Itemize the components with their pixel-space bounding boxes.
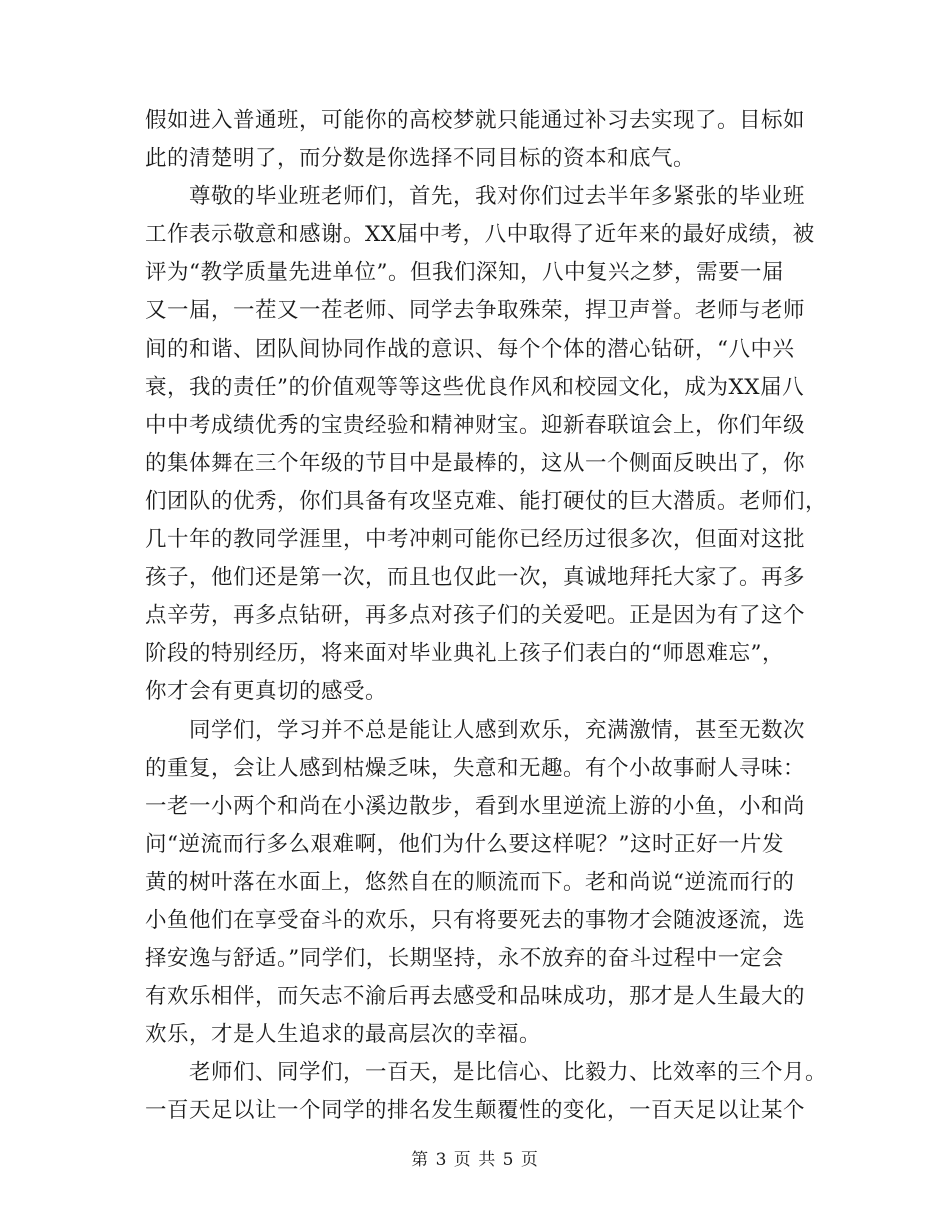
text-line: 同学们，学习并不总是能让人感到欢乐，充满激情，甚至无数次 — [189, 717, 806, 743]
text-line: 衰，我的责任”的价值观等等这些优良作风和校园文化，成为XX届八 — [145, 374, 805, 400]
text-line: 此的清楚明了，而分数是你选择不同目标的资本和底气。 — [145, 146, 696, 172]
text-line: 一老一小两个和尚在小溪边散步，看到水里逆流上游的小鱼，小和尚 — [145, 793, 806, 819]
text-line: 中中考成绩优秀的宝贵经验和精神财宝。迎新春联谊会上，你们年级 — [145, 412, 806, 438]
text-line: 工作表示敬意和感谢。XX届中考，八中取得了近年来的最好成绩，被 — [145, 222, 815, 248]
text-line: 评为“教学质量先进单位”。但我们深知，八中复兴之梦，需要一届 — [145, 260, 784, 286]
text-line: 小鱼他们在享受奋斗的欢乐，只有将要死去的事物才会随波逐流，选 — [145, 907, 806, 933]
text-line: 有欢乐相伴，而矢志不渝后再去感受和品味成功，那才是人生最大的 — [145, 984, 806, 1010]
text-line: 欢乐，才是人生追求的最高层次的幸福。 — [145, 1022, 542, 1048]
text-line: 你才会有更真切的感受。 — [145, 679, 388, 705]
text-line: 尊敬的毕业班老师们，首先，我对你们过去半年多紧张的毕业班 — [189, 184, 806, 210]
text-line: 几十年的教同学涯里，中考冲刺可能你已经历过很多次，但面对这批 — [145, 527, 806, 553]
text-line: 的重复，会让人感到枯燥乏味，失意和无趣。有个小故事耐人寻味： — [145, 755, 806, 781]
text-line: 的集体舞在三个年级的节目中是最棒的，这从一个侧面反映出了，你 — [145, 450, 806, 476]
text-line: 假如进入普通班，可能你的高校梦就只能通过补习去实现了。目标如 — [145, 108, 806, 133]
text-line: 老师们、同学们，一百天，是比信心、比毅力、比效率的三个月。 — [189, 1060, 828, 1086]
text-line: 一百天足以让一个同学的排名发生颠覆性的变化，一百天足以让某个 — [145, 1098, 806, 1124]
text-line: 点辛劳，再多点钻研，再多点对孩子们的关爱吧。正是因为有了这个 — [145, 603, 806, 629]
page-footer: 第 3 页 共 5 页 — [411, 1150, 539, 1170]
text-line: 阶段的特别经历，将来面对毕业典礼上孩子们表白的“师恩难忘”， — [145, 641, 784, 667]
text-line: 间的和谐、团队间协同作战的意识、每个个体的潜心钻研，“八中兴 — [145, 336, 795, 362]
text-line: 问“逆流而行多么艰难啊，他们为什么要这样呢？”这时正好一片发 — [145, 831, 784, 857]
text-line: 黄的树叶落在水面上，悠然自在的顺流而下。老和尚说“逆流而行的 — [145, 869, 795, 895]
document-body — [145, 102, 828, 1131]
text-line: 们团队的优秀，你们具备有攻坚克难、能打硬仗的巨大潜质。老师们， — [145, 488, 828, 514]
text-line: 孩子，他们还是第一次，而且也仅此一次，真诚地拜托大家了。再多 — [145, 565, 806, 591]
text-line: 又一届，一茬又一茬老师、同学去争取殊荣，捍卫声誉。老师与老师 — [145, 298, 806, 324]
text-line: 择安逸与舒适。”同学们，长期坚持，永不放弃的奋斗过程中一定会 — [145, 946, 784, 972]
